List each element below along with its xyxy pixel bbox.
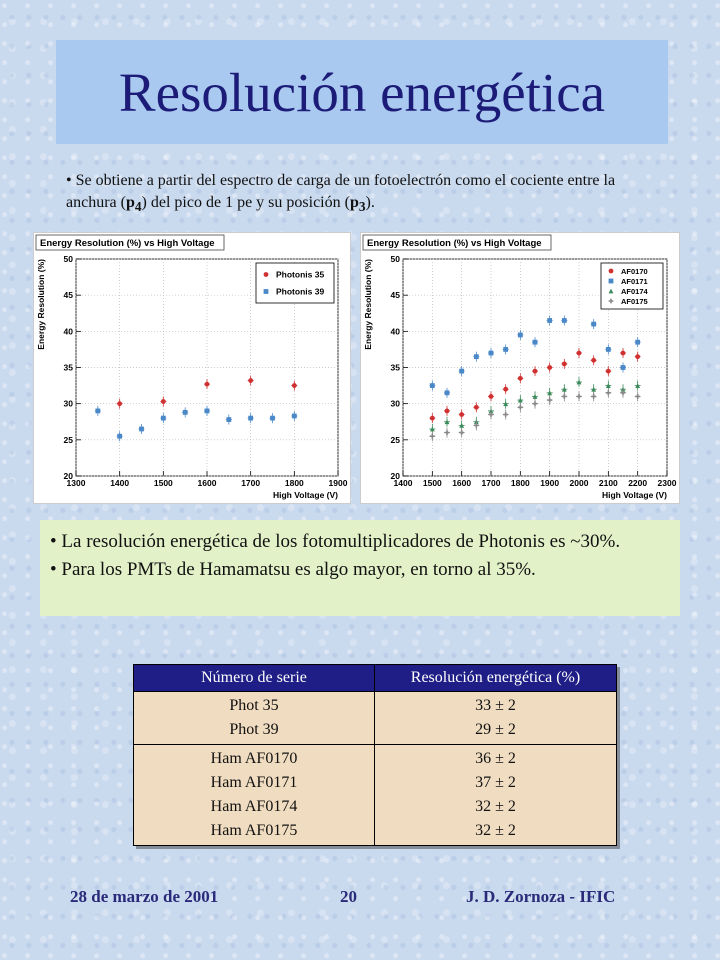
data-point xyxy=(430,383,435,388)
summary-text-1: La resolución energética de los fotomultiplicadores de Photonis es ~30%. xyxy=(61,531,621,552)
legend-entry: AF0175 xyxy=(621,297,648,306)
table-row xyxy=(134,745,617,846)
summary-line-1 xyxy=(50,528,670,556)
data-point xyxy=(459,412,464,417)
data-point xyxy=(621,351,626,356)
table-header-row xyxy=(134,665,617,692)
legend-entry: AF0174 xyxy=(621,287,648,296)
chart-title: Energy Resolution (%) vs High Voltage xyxy=(367,238,542,249)
legend-entry: Photonis 35 xyxy=(276,269,325,280)
data-point xyxy=(445,390,450,395)
column-header-resolution: Resolución energética (%) xyxy=(375,665,617,692)
serial-value: Phot 35 xyxy=(229,697,279,714)
x-tick-label: 1600 xyxy=(452,478,472,488)
data-point xyxy=(95,409,100,414)
x-tick-label: 1300 xyxy=(66,478,86,488)
intro-text-b: ) del pico de 1 pe y su posición ( xyxy=(141,194,350,211)
footer-date: 28 de marzo de 2001 xyxy=(70,887,219,906)
data-point xyxy=(270,416,275,421)
data-point xyxy=(591,358,596,363)
x-tick-label: 1900 xyxy=(540,478,560,488)
y-tick-label: 45 xyxy=(390,290,400,301)
data-point xyxy=(205,409,210,414)
data-point xyxy=(621,365,626,370)
data-point xyxy=(445,409,450,414)
y-tick-label: 20 xyxy=(63,471,73,481)
y-tick-label: 20 xyxy=(390,471,400,481)
y-tick-label: 35 xyxy=(390,362,400,373)
page-title: Resolución energética xyxy=(118,61,606,123)
legend-entry: Photonis 39 xyxy=(276,286,325,297)
intro-text-c: ). xyxy=(365,194,375,211)
x-axis-label: High Voltage (V) xyxy=(601,490,667,500)
chart-hamamatsu xyxy=(360,232,680,504)
data-point xyxy=(635,354,640,359)
y-tick-label: 25 xyxy=(390,434,400,445)
data-point xyxy=(226,417,231,422)
data-point xyxy=(518,333,523,338)
p3-subscript: 3 xyxy=(358,199,366,215)
x-tick-label: 2000 xyxy=(569,478,589,488)
y-tick-label: 40 xyxy=(63,326,73,337)
x-tick-label: 1400 xyxy=(110,478,130,488)
title-banner xyxy=(56,40,668,144)
table-cell-resolution xyxy=(375,692,617,745)
data-point xyxy=(474,354,479,359)
data-point xyxy=(117,401,122,406)
y-tick-label: 30 xyxy=(390,398,400,409)
data-point xyxy=(161,416,166,421)
x-tick-label: 1400 xyxy=(393,478,413,488)
y-tick-label: 30 xyxy=(63,398,73,409)
p4-symbol: p xyxy=(125,194,135,211)
x-tick-label: 2100 xyxy=(598,478,618,488)
chart-hamamatsu-svg xyxy=(361,233,679,503)
data-point xyxy=(503,387,508,392)
y-axis-label: Energy Resolution (%) xyxy=(36,259,46,350)
y-axis-label: Energy Resolution (%) xyxy=(363,259,373,350)
data-point xyxy=(430,416,435,421)
data-point xyxy=(606,347,611,352)
x-tick-label: 2300 xyxy=(657,478,677,488)
resolution-value: 32 ± 2 xyxy=(475,798,516,815)
y-tick-label: 25 xyxy=(63,434,73,445)
serial-value: Ham AF0174 xyxy=(210,798,298,815)
y-tick-label: 45 xyxy=(63,290,73,301)
data-point xyxy=(489,394,494,399)
data-point xyxy=(562,318,567,323)
table-row xyxy=(134,692,617,745)
serial-value: Phot 39 xyxy=(229,721,279,738)
column-header-serial: Número de serie xyxy=(134,665,375,692)
x-tick-label: 1500 xyxy=(153,478,173,488)
y-tick-label: 50 xyxy=(390,254,400,264)
bullet: • xyxy=(50,531,57,552)
data-point xyxy=(533,369,538,374)
data-point xyxy=(183,410,188,415)
data-point xyxy=(205,382,210,387)
chart-title: Energy Resolution (%) vs High Voltage xyxy=(40,238,215,249)
x-tick-label: 1800 xyxy=(510,478,530,488)
x-tick-label: 1500 xyxy=(422,478,442,488)
legend-entry: AF0170 xyxy=(621,267,648,276)
data-point xyxy=(248,416,253,421)
resolution-value: 33 ± 2 xyxy=(475,697,516,714)
data-point xyxy=(474,405,479,410)
x-tick-label: 1800 xyxy=(284,478,304,488)
data-point xyxy=(264,289,269,294)
table-cell-resolution xyxy=(375,745,617,846)
intro-text-a: Se obtiene a partir del espectro de carga de un fotoelectrón como el cociente entre la anchura ( xyxy=(66,172,616,211)
data-point xyxy=(547,318,552,323)
data-point xyxy=(503,347,508,352)
footer-author: J. D. Zornoza - IFIC xyxy=(466,887,616,906)
chart-photonis xyxy=(33,232,351,504)
x-tick-label: 2200 xyxy=(628,478,648,488)
bullet: • xyxy=(66,172,72,189)
data-point xyxy=(264,272,269,277)
data-point xyxy=(117,434,122,439)
x-tick-label: 1600 xyxy=(197,478,217,488)
resolution-value: 37 ± 2 xyxy=(475,774,516,791)
data-point xyxy=(459,369,464,374)
resolution-value: 32 ± 2 xyxy=(475,822,516,839)
data-point xyxy=(518,376,523,381)
table-cell-serial xyxy=(134,745,375,846)
data-point xyxy=(609,269,614,274)
resolution-table xyxy=(133,664,617,846)
data-point xyxy=(577,351,582,356)
data-point xyxy=(161,399,166,404)
table-cell-serial xyxy=(134,692,375,745)
summary-line-2 xyxy=(50,556,670,584)
data-point xyxy=(292,383,297,388)
summary-text-2: Para los PMTs de Hamamatsu es algo mayor, en torno al 35%. xyxy=(61,559,536,580)
x-tick-label: 1700 xyxy=(481,478,501,488)
y-tick-label: 40 xyxy=(390,326,400,337)
x-tick-label: 1900 xyxy=(328,478,348,488)
data-point xyxy=(635,340,640,345)
data-point xyxy=(609,279,614,284)
data-point xyxy=(292,414,297,419)
serial-value: Ham AF0171 xyxy=(210,774,298,791)
resolution-value: 29 ± 2 xyxy=(475,721,516,738)
data-point xyxy=(139,427,144,432)
x-tick-label: 1700 xyxy=(241,478,261,488)
summary-box xyxy=(40,520,680,616)
y-tick-label: 50 xyxy=(63,254,73,264)
data-point xyxy=(489,351,494,356)
data-point xyxy=(248,378,253,383)
footer-page-number: 20 xyxy=(340,887,357,906)
chart-photonis-svg xyxy=(34,233,350,503)
serial-value: Ham AF0175 xyxy=(210,822,298,839)
p3-symbol: p xyxy=(349,194,359,211)
y-tick-label: 35 xyxy=(63,362,73,373)
legend-entry: AF0171 xyxy=(621,277,648,286)
resolution-value: 36 ± 2 xyxy=(475,750,516,767)
data-point xyxy=(606,369,611,374)
data-point xyxy=(591,322,596,327)
p4-subscript: 4 xyxy=(134,199,142,215)
x-axis-label: High Voltage (V) xyxy=(272,490,338,500)
data-point xyxy=(562,361,567,366)
data-point xyxy=(533,340,538,345)
bullet: • xyxy=(50,559,57,580)
intro-paragraph xyxy=(66,170,666,218)
serial-value: Ham AF0170 xyxy=(210,750,298,767)
data-point xyxy=(547,365,552,370)
